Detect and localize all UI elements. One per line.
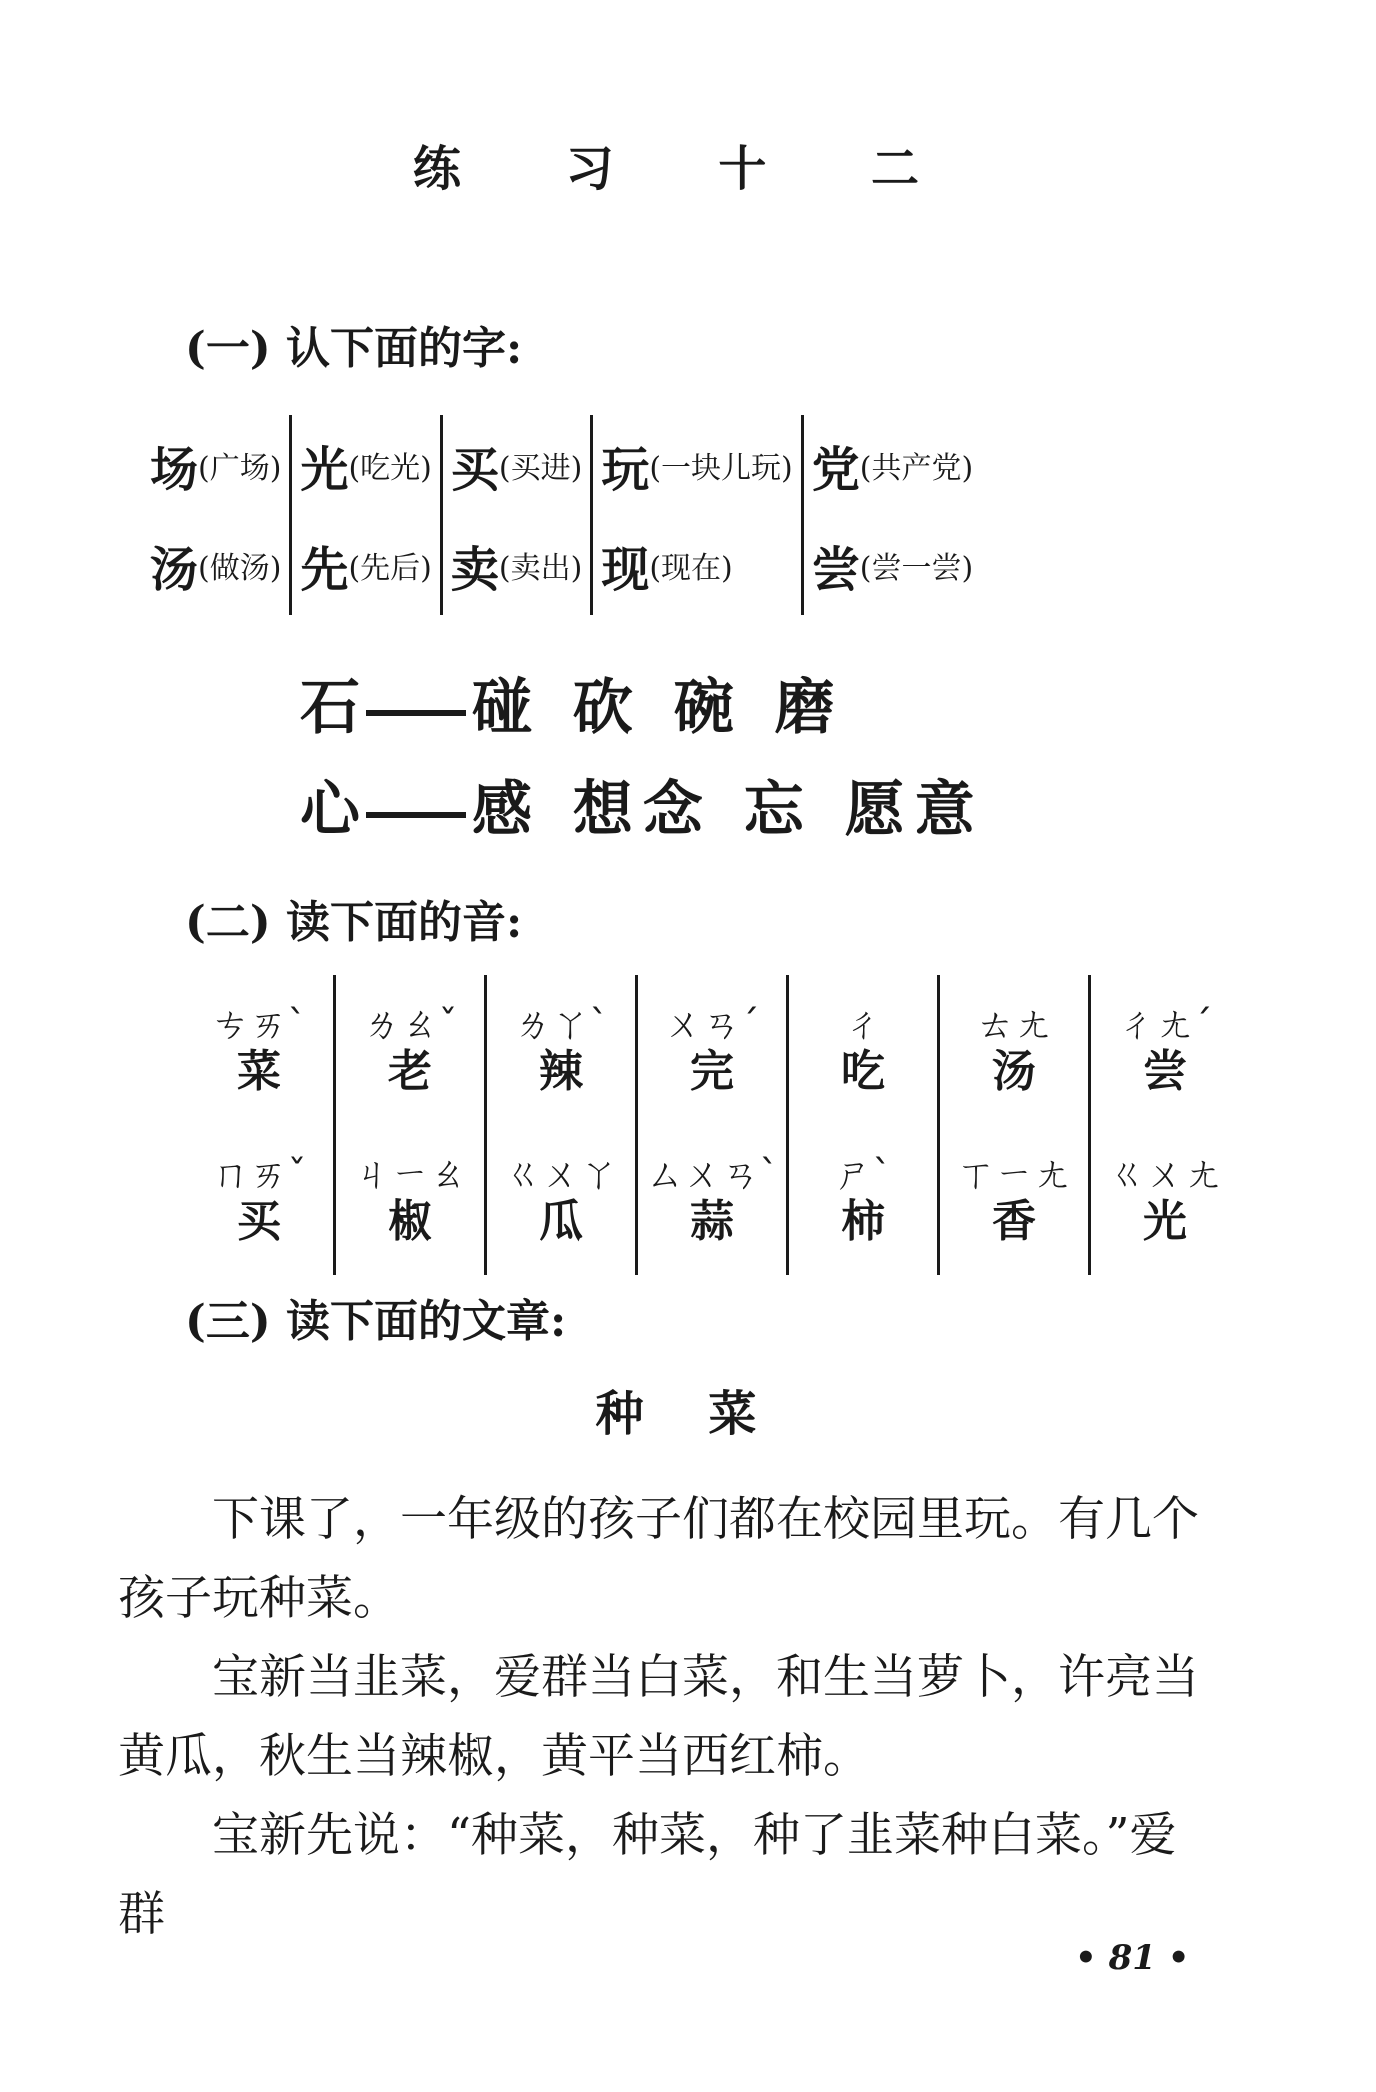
section-2-heading: (二) 读下面的音: — [185, 897, 523, 948]
char-column — [801, 415, 981, 615]
char: 买 — [450, 441, 499, 498]
char-example: (先后) — [348, 551, 432, 586]
zhuyin: ㄐㄧㄠ — [352, 1152, 467, 1196]
pron-cell — [841, 975, 885, 1125]
char-example: (一块儿玩) — [649, 451, 793, 486]
char-example: (卖出) — [498, 551, 583, 586]
char-example: (尝一尝) — [859, 551, 974, 586]
pron-char: 老 — [387, 1046, 432, 1097]
char: 汤 — [150, 541, 199, 598]
pron-column — [333, 975, 484, 1275]
pron-cell — [645, 1125, 778, 1275]
char-entry — [812, 515, 973, 615]
pron-column — [786, 975, 937, 1275]
zhuyin: ㄌㄚˋ — [513, 1002, 609, 1046]
char-entry — [150, 515, 281, 615]
pron-cell — [957, 1125, 1071, 1275]
pron-cell — [211, 975, 306, 1125]
pron-char: 光 — [1142, 1196, 1187, 1247]
pron-cell — [1108, 1125, 1222, 1275]
pron-column — [635, 975, 786, 1275]
story-paragraph: 宝新当韭菜，爱群当白菜，和生当萝卜，许亮当黄瓜，秋生当辣椒，黄平当西红柿。 — [118, 1650, 1199, 1784]
pron-char: 香 — [991, 1196, 1036, 1247]
zhuyin: ㄘㄞˋ — [211, 1002, 307, 1046]
char: 卖 — [450, 541, 499, 598]
zhuyin: ㄍㄨㄚ — [503, 1152, 618, 1196]
char-entry — [812, 415, 973, 515]
pron-char: 蒜 — [689, 1196, 734, 1247]
char: 光 — [300, 441, 349, 498]
pron-char: 柿 — [840, 1196, 885, 1247]
zhuyin: ㄊㄤ — [975, 1002, 1052, 1046]
char-entry — [150, 415, 281, 515]
char: 尝 — [811, 541, 860, 598]
char: 现 — [601, 541, 650, 598]
char-entry — [451, 515, 582, 615]
zhuyin: ㄔㄤˊ — [1117, 1002, 1213, 1046]
pron-cell — [664, 975, 759, 1125]
pron-cell — [353, 1125, 467, 1275]
char-example: (现在) — [649, 551, 733, 586]
radical-chars: 感 想念 忘 愿意 — [472, 775, 985, 845]
story-text — [118, 1480, 1203, 1954]
pron-char: 完 — [689, 1046, 734, 1097]
pron-char: 菜 — [236, 1046, 281, 1097]
char-example: (广场) — [198, 451, 282, 486]
char-entry — [451, 415, 582, 515]
zhuyin: ㄒㄧㄤ — [956, 1152, 1071, 1196]
story-title: 种 菜 — [595, 1386, 781, 1442]
radical-chars: 碰 砍 碗 磨 — [472, 673, 845, 743]
radical-line — [300, 762, 985, 848]
pron-cell — [1117, 975, 1212, 1125]
pron-cell — [504, 1125, 618, 1275]
zhuyin: ㄕˋ — [834, 1152, 892, 1196]
pron-cell — [362, 975, 457, 1125]
char-column — [590, 415, 800, 615]
pron-char: 汤 — [991, 1046, 1036, 1097]
page-number: • 81 • — [1075, 1938, 1190, 1978]
story-paragraph: 下课了，一年级的孩子们都在校园里玩。有几个孩子玩种菜。 — [118, 1492, 1199, 1626]
char-entry — [300, 515, 431, 615]
dash — [366, 812, 466, 818]
zhuyin: ㄇㄞˇ — [211, 1152, 307, 1196]
char-column — [150, 415, 289, 615]
radical-line — [300, 660, 845, 746]
char-column — [289, 415, 439, 615]
story-paragraph: 宝新先说：“种菜，种菜，种了韭菜种白菜。”爱群 — [118, 1808, 1177, 1942]
pron-char: 辣 — [538, 1046, 583, 1097]
dash — [366, 710, 466, 716]
zhuyin: ㄙㄨㄢˋ — [645, 1152, 779, 1196]
char: 党 — [811, 441, 860, 498]
char-entry — [300, 415, 431, 515]
char-entry — [601, 415, 792, 515]
pron-char: 尝 — [1142, 1046, 1187, 1097]
zhuyin: ㄔ — [843, 1002, 882, 1046]
char-example: (共产党) — [859, 451, 974, 486]
zhuyin: ㄌㄠˇ — [362, 1002, 458, 1046]
pronunciation-grid — [185, 975, 1239, 1275]
char-example: (吃光) — [348, 451, 432, 486]
pron-column — [185, 975, 333, 1275]
page-title: 练 习 十 二 — [412, 141, 964, 197]
pron-cell — [211, 1125, 306, 1275]
pron-char: 买 — [236, 1196, 281, 1247]
pron-char: 椒 — [387, 1196, 432, 1247]
radical: 心 — [300, 775, 360, 845]
pron-cell — [834, 1125, 891, 1275]
zhuyin: ㄍㄨㄤ — [1107, 1152, 1222, 1196]
zhuyin: ㄨㄢˊ — [664, 1002, 760, 1046]
char-example: (买进) — [498, 451, 583, 486]
char-entry — [601, 515, 792, 615]
pron-cell — [513, 975, 608, 1125]
char-column — [440, 415, 590, 615]
pron-char: 吃 — [841, 1046, 885, 1097]
pron-column — [484, 975, 635, 1275]
char: 场 — [150, 441, 199, 498]
pron-column — [1088, 975, 1239, 1275]
char: 先 — [300, 541, 349, 598]
section-3-heading: (三) 读下面的文章: — [185, 1296, 567, 1347]
pron-column — [937, 975, 1088, 1275]
section-1-heading: (一) 认下面的字: — [185, 323, 523, 374]
char: 玩 — [601, 441, 650, 498]
pron-cell — [976, 975, 1052, 1125]
char-example: (做汤) — [198, 551, 282, 586]
character-table — [150, 415, 981, 615]
pron-char: 瓜 — [538, 1196, 583, 1247]
radical: 石 — [300, 673, 360, 743]
